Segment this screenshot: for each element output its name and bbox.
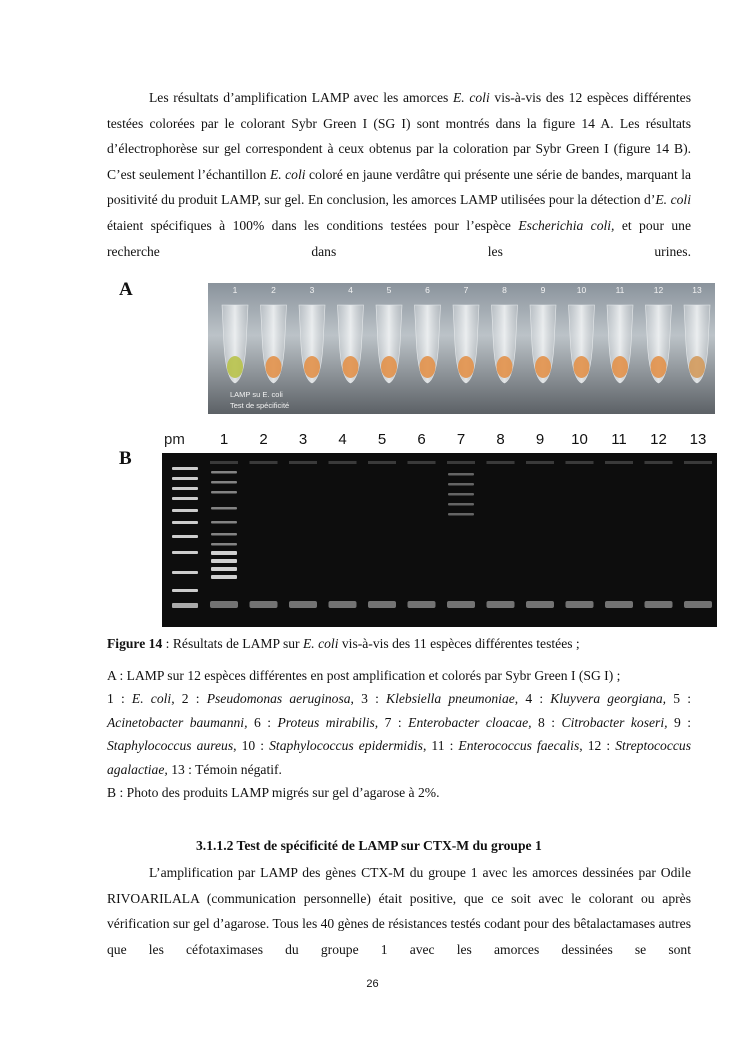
lane-number: 12: [650, 431, 667, 448]
lane-number: 7: [456, 431, 466, 448]
gel-band: [211, 471, 237, 474]
lane-number: 2: [259, 431, 268, 448]
gel-well: [526, 461, 554, 464]
tube-liquid: [651, 356, 667, 378]
tube-liquid: [381, 356, 397, 378]
tube-number: 11: [615, 285, 625, 295]
gel-band: [329, 601, 357, 608]
tube-liquid: [458, 356, 474, 378]
tube-number: 6: [425, 285, 430, 295]
lane-number: 5: [377, 431, 387, 448]
gel-band: [211, 481, 237, 484]
species-name: Enterococcus faecalis: [458, 738, 580, 754]
ladder-band: [172, 535, 198, 538]
gel-band: [566, 601, 594, 608]
gel-band: [408, 601, 436, 608]
lane-number: 13: [689, 431, 707, 448]
lane-number: 1: [219, 431, 229, 448]
tube-number: 12: [653, 285, 664, 295]
ladder-band: [172, 477, 198, 480]
gel-band: [487, 601, 515, 608]
lane-number: 8: [496, 431, 505, 448]
species-item: 4 : Kluyvera georgiana,: [525, 691, 667, 707]
ladder-band: [172, 497, 198, 500]
gel-band: [211, 559, 237, 563]
tube-liquid: [689, 356, 705, 378]
tube-liquid: [343, 356, 359, 378]
intro-paragraph: Les résultats d’amplification LAMP avec les amorces E. coli vis-à-vis des 12 espèces différentes testées colorées par le colorant Sybr Green I (SG I) sont montrés dans la figure 14 A. Les résultats d’électrophorèse sur gel correspondent à ceux obtenus par la coloration par Sybr Green I (figure 14 B). C’est seulement l’échantillon E. coli coloré en jaune verdâtre qui présente une série de bandes, marquant la positivité du produit LAMP, sur gel. En conclusion, les amorces LAMP utilisées pour la détection d’E. coli étaient spécifiques à 100% dans les conditions testées pour l’espèce Escherichia coli, et pour une recherche dans les urines.: [107, 90, 691, 259]
species-item: 12 : Streptococcus agalactiae,: [107, 738, 691, 777]
tube-liquid: [420, 356, 436, 378]
tube-number: 13: [692, 285, 702, 295]
tube-liquid: [227, 356, 243, 378]
gel-band: [605, 601, 633, 608]
lane-number: 10: [571, 431, 588, 448]
tube-liquid: [497, 356, 513, 378]
gel-band: [211, 551, 237, 555]
ladder-label: pm: [164, 431, 185, 448]
gel-band: [448, 493, 474, 496]
photo-overlay-line2: Test de spécificité: [230, 401, 290, 410]
tube-number: 7: [463, 285, 469, 295]
section-paragraph: L’amplification par LAMP des gènes CTX-M du groupe 1 avec les amorces dessinées par Odile RIVOARILALA (communication personnelle) était positive, que ce soit avec le colorant ou après vérification sur gel d’agarose. Tous les 40 gènes de résistances testés codant pour des bêtalactamases autres que les céfotaximases du groupe 1 avec les amorces dessinées se sont: [107, 865, 691, 957]
species-item: 11 : Enterococcus faecalis: [431, 738, 580, 754]
tube-number: 2: [271, 285, 276, 295]
ladder-band: [172, 521, 198, 524]
gel-band: [211, 507, 237, 510]
gel-well: [645, 461, 673, 464]
gel-band: [448, 513, 474, 516]
gel-band: [211, 543, 237, 546]
gel-band: [526, 601, 554, 608]
species-item: 7 : Enterobacter cloacae,: [384, 714, 532, 730]
ladder-band: [172, 487, 198, 490]
species-item: 2 : Pseudomonas aeruginosa: [181, 691, 351, 707]
gel-band: [684, 601, 712, 608]
gel-well: [487, 461, 515, 464]
gel-band: [211, 575, 237, 579]
lane-number: 6: [417, 431, 426, 448]
gel-well: [408, 461, 436, 464]
gel-band: [211, 533, 237, 536]
page-number: 26: [366, 978, 379, 990]
gel-band: [211, 491, 237, 494]
species-list: 1 : E. coli, 2 : Pseudomonas aeruginosa, 3 : Klebsiella pneumoniae, 4 : Kluyvera georgiana, 5 : Acinetobacter baumanni, 6 : Proteus mirabilis, 7 : Enterobacter cloacae, 8 : Citrobacter koseri, 9 : Staphylococcus aureus, 10 : Staphylococcus epidermidis, 11 : Enterococcus faecalis, 12 : Streptococcus agalactiae, 13 : Témoin négatif.: [107, 691, 692, 777]
gel-band: [211, 567, 237, 571]
gel-band: [368, 601, 396, 608]
figure-caption: Figure 14 : Résultats de LAMP sur E. coli vis-à-vis des 11 espèces différentes testées ;: [107, 636, 580, 651]
lane-number: 9: [535, 431, 545, 448]
gel-well: [250, 461, 278, 464]
ladder-band: [172, 551, 198, 554]
ladder-band: [172, 467, 198, 470]
species-name: Klebsiella pneumoniae: [386, 691, 515, 707]
gel-band: [211, 521, 237, 524]
photo-overlay-line1: LAMP su E. coli: [230, 390, 283, 399]
lane-number: 3: [298, 431, 308, 448]
tube-number: 9: [540, 285, 546, 295]
tube-liquid: [612, 356, 628, 378]
tube-liquid: [535, 356, 551, 378]
gel-well: [210, 461, 238, 464]
figure-label-a: A: [119, 279, 133, 300]
tube-number: 3: [309, 285, 315, 295]
section-heading: 3.1.1.2 Test de spécificité de LAMP sur CTX-M du groupe 1: [196, 838, 542, 853]
species-item: 5 : Acinetobacter baumanni,: [107, 691, 691, 730]
species-name: Staphylococcus aureus: [107, 738, 234, 754]
gel-well: [368, 461, 396, 464]
species-name: Kluyvera georgiana,: [550, 691, 667, 707]
lane-number: 11: [611, 431, 627, 448]
gel-well: [289, 461, 317, 464]
species-name: Pseudomonas aeruginosa: [206, 691, 351, 707]
gel-well: [329, 461, 357, 464]
species-name: E. coli: [452, 90, 490, 105]
species-name: Staphylococcus epidermidis: [269, 738, 423, 754]
gel-band: [250, 601, 278, 608]
gel-band: [448, 483, 474, 486]
ladder-band: [172, 571, 198, 574]
species-name: E. coli: [131, 691, 172, 707]
tube-number: 1: [232, 285, 238, 295]
species-name: E. coli: [269, 166, 306, 182]
tube-number: 4: [348, 285, 353, 295]
species-item: 10 : Staphylococcus epidermidis: [241, 738, 423, 754]
negative-control: 13 : Témoin négatif.: [171, 761, 282, 777]
species-name: E. coli: [655, 192, 691, 208]
figure-label-b: B: [119, 448, 132, 469]
gel-well: [447, 461, 475, 464]
gel-band: [289, 601, 317, 608]
caption-a-line: A : LAMP sur 12 espèces différentes en post amplification et colorés par Sybr Green I (SG I) ;: [107, 668, 621, 683]
species-item: 1 : E. coli: [107, 691, 172, 707]
gel-band: [448, 503, 474, 506]
gel-band: [645, 601, 673, 608]
gel-photo: [162, 425, 717, 627]
species-name: Acinetobacter baumanni,: [107, 714, 248, 730]
species-item: 9 : Staphylococcus aureus: [107, 714, 692, 754]
gel-well: [684, 461, 712, 464]
gel-band: [210, 601, 238, 608]
gel-well: [605, 461, 633, 464]
species-name: Proteus mirabilis,: [277, 714, 379, 730]
species-item: 8 : Citrobacter koseri,: [538, 714, 668, 730]
species-name: Escherichia coli,: [518, 217, 615, 233]
caption-figure-number: Figure 14: [107, 636, 163, 651]
species-name: Enterobacter cloacae,: [408, 714, 532, 730]
caption-b-line: B : Photo des produits LAMP migrés sur gel d’agarose à 2%.: [107, 785, 440, 801]
gel-band: [447, 601, 475, 608]
tube-liquid: [304, 356, 320, 378]
tube-liquid: [574, 356, 590, 378]
tube-photo: [208, 283, 715, 414]
tube-number: 8: [502, 285, 507, 295]
species-name: Citrobacter koseri,: [561, 714, 668, 730]
caption-body: [107, 664, 691, 804]
species-name: Streptococcus agalactiae,: [107, 738, 691, 777]
species-item: 6 : Proteus mirabilis,: [253, 714, 379, 730]
gel-well: [566, 461, 594, 464]
tube-number: 5: [386, 285, 392, 295]
tube-liquid: [266, 356, 282, 378]
tube-number: 10: [576, 285, 587, 295]
species-item: 3 : Klebsiella pneumoniae: [361, 691, 515, 707]
ladder-band: [172, 509, 198, 512]
gel-band: [448, 473, 474, 476]
lane-number: 4: [338, 431, 347, 448]
ladder-band: [172, 603, 198, 608]
ladder-band: [172, 589, 198, 592]
